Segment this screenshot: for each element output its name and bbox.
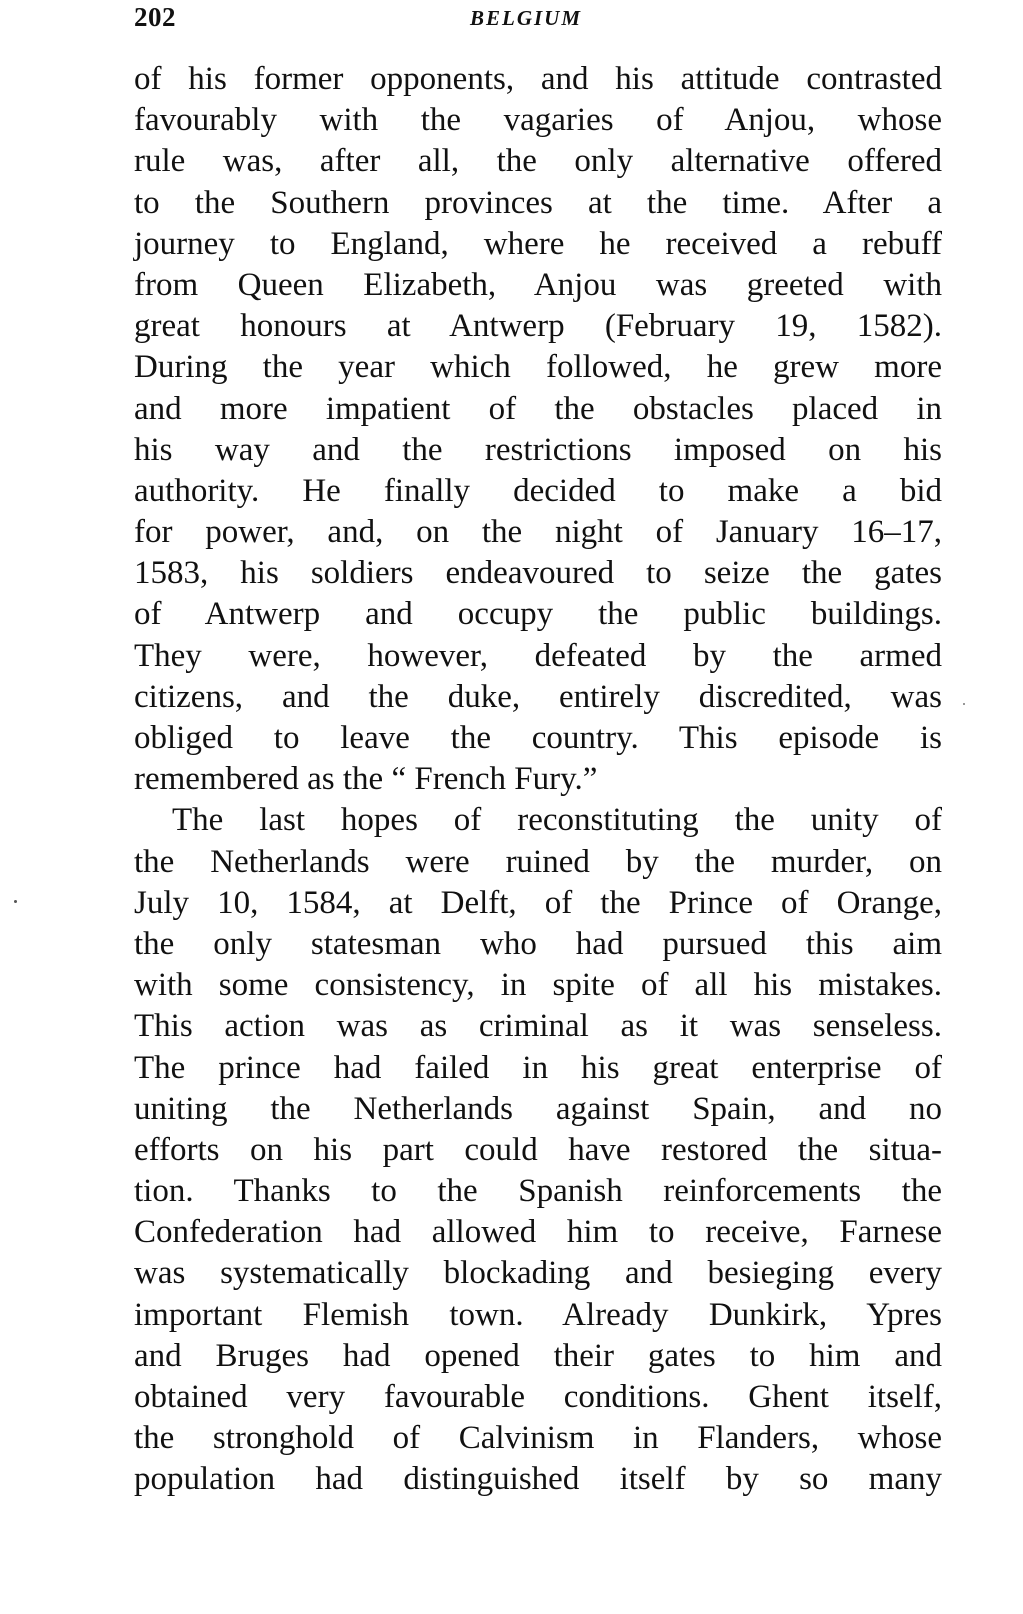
text-line: and Bruges had opened their gates to him and [134, 1337, 942, 1374]
running-title: BELGIUM [470, 6, 583, 30]
running-head [134, 2, 942, 36]
text-line: The prince had failed in his great enterprise of [134, 1049, 942, 1086]
margin-speck [963, 703, 965, 705]
text-line: 1583, his soldiers endeavoured to seize the gates [134, 555, 942, 592]
text-line: with some consistency, in spite of all his mistakes. [134, 967, 942, 1004]
text-line: to the Southern provinces at the time. After a [134, 184, 942, 221]
text-line: of Antwerp and occupy the public buildings. [134, 596, 942, 633]
text-line: great honours at Antwerp (February 19, 1582). [134, 308, 942, 345]
margin-speck [14, 900, 17, 903]
text-line: favourably with the vagaries of Anjou, whose [134, 102, 942, 139]
text-line: citizens, and the duke, entirely discredited, was [134, 678, 942, 715]
text-line: the only statesman who had pursued this aim [134, 925, 942, 962]
text-line: journey to England, where he received a rebuff [134, 225, 942, 262]
text-line: July 10, 1584, at Delft, of the Prince of Orange, [134, 884, 942, 921]
text-line: The last hopes of reconstituting the unity of [172, 802, 942, 839]
text-line: They were, however, defeated by the armed [134, 637, 942, 674]
text-line: obtained very favourable conditions. Ghent itself, [134, 1379, 942, 1415]
text-line: remembered as the “ French Fury.” [134, 761, 598, 798]
text-line: rule was, after all, the only alternative offered [134, 143, 942, 180]
text-line: tion. Thanks to the Spanish reinforcements the [134, 1173, 942, 1210]
text-line: population had distinguished itself by so many [134, 1461, 942, 1498]
text-line: important Flemish town. Already Dunkirk, Ypres [134, 1296, 942, 1333]
text-line: efforts on his part could have restored the situa- [134, 1131, 942, 1168]
text-line: for power, and, on the night of January 16–17, [134, 514, 942, 551]
text-line: from Queen Elizabeth, Anjou was greeted with [134, 266, 942, 303]
text-line: of his former opponents, and his attitude contrasted [134, 61, 942, 97]
text-line: his way and the restrictions imposed on his [134, 431, 942, 468]
text-line: the Netherlands were ruined by the murder, on [134, 843, 942, 880]
text-line: authority. He finally decided to make a bid [134, 472, 942, 509]
text-line: was systematically blockading and besieging every [134, 1255, 942, 1292]
text-line: This action was as criminal as it was senseless. [134, 1008, 942, 1045]
text-line: and more impatient of the obstacles placed in [134, 390, 942, 427]
body-text [134, 59, 942, 1501]
text-line: Confederation had allowed him to receive, Farnese [134, 1214, 942, 1251]
text-line: obliged to leave the country. This episode is [134, 720, 942, 756]
page-number: 202 [134, 2, 176, 32]
paragraph-2 [134, 800, 942, 1500]
text-line: During the year which followed, he grew more [134, 349, 942, 386]
text-line: uniting the Netherlands against Spain, and no [134, 1090, 942, 1127]
text-line: the stronghold of Calvinism in Flanders, whose [134, 1420, 942, 1457]
paragraph-1 [134, 59, 942, 800]
